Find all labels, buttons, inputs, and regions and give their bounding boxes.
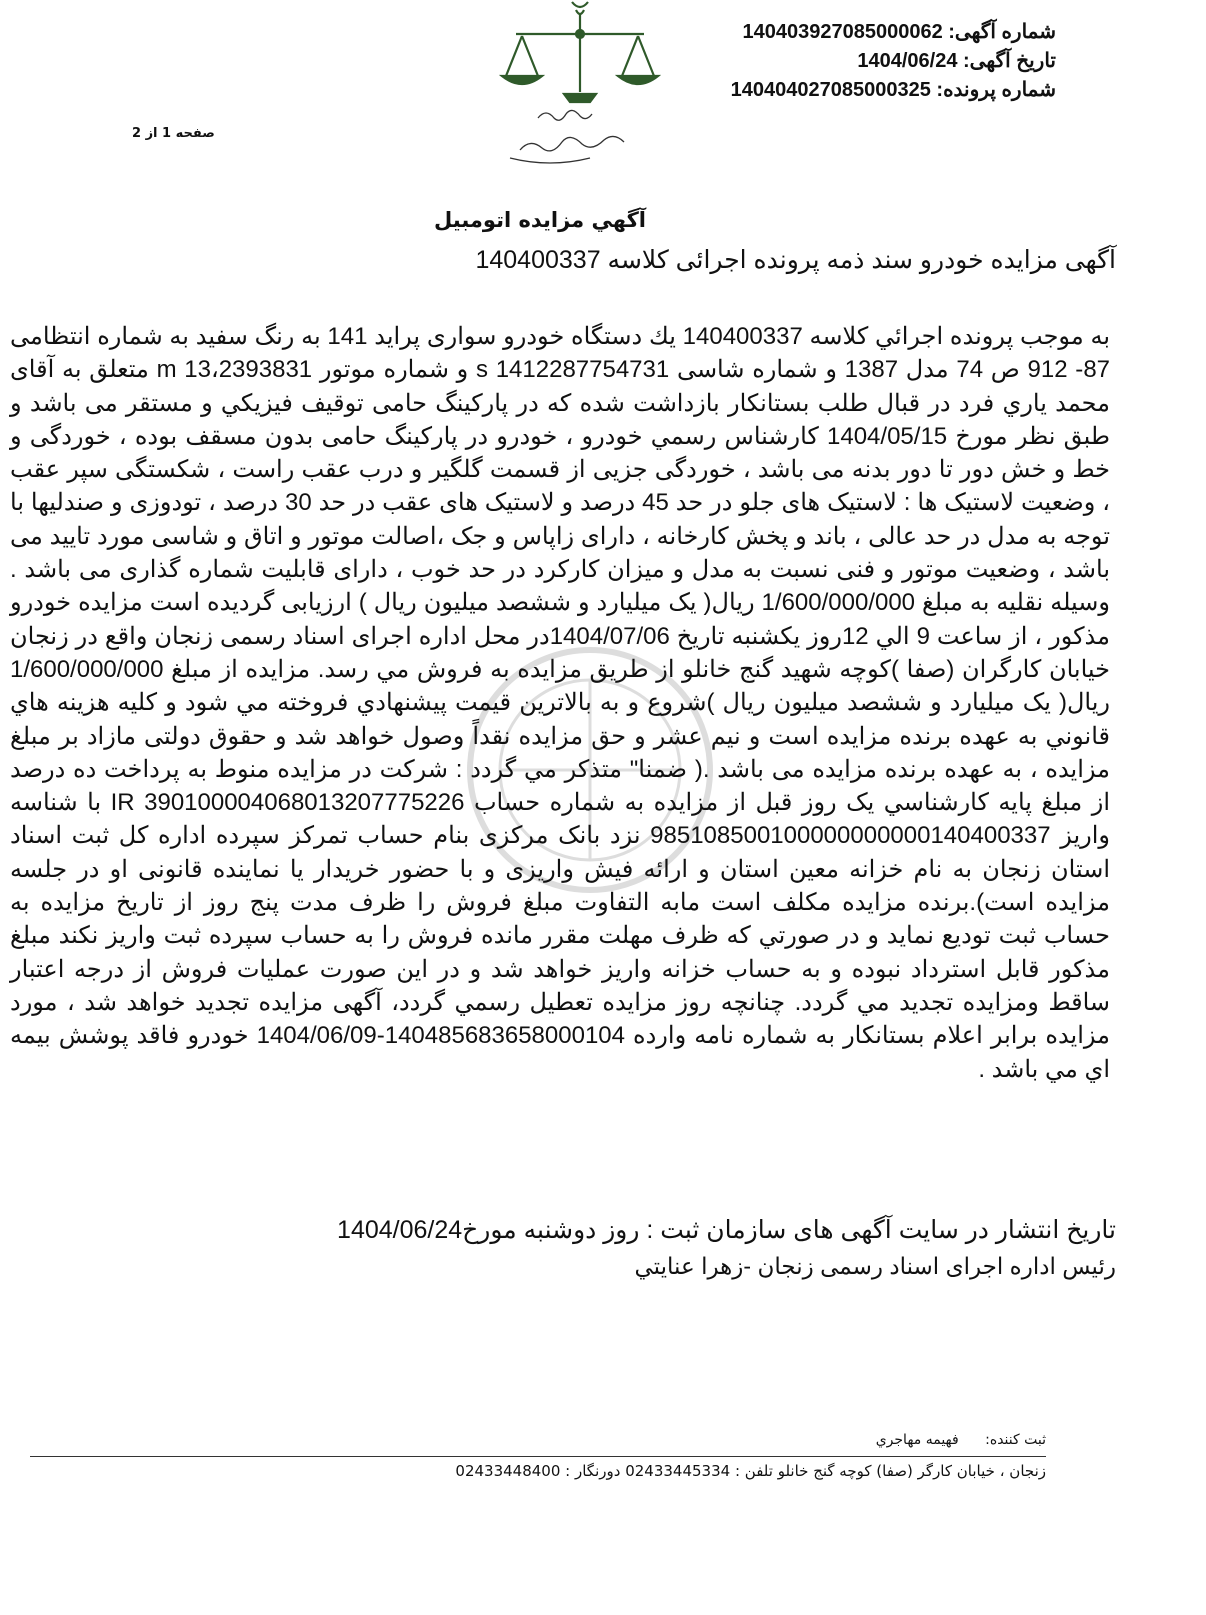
ad-number-row: [731, 18, 1056, 47]
footer-divider: [30, 1456, 1046, 1457]
registrar-label: ثبت کننده:: [985, 1432, 1046, 1448]
signatory: رئیس اداره اجرای اسناد رسمی زنجان -زهرا عنایتي: [634, 1253, 1116, 1279]
ad-date: 1404/06/24: [857, 50, 958, 72]
registrar-name: فهيمه مهاجري: [875, 1432, 959, 1448]
ad-metadata: [731, 18, 1056, 105]
ad-heading-text: آگهي مزايده اتومبيل: [434, 208, 646, 232]
ad-subtitle: آگهی مزایده خودرو سند ذمه پرونده اجرائی کلاسه 140400337: [475, 246, 1116, 274]
registrar-row: [854, 1432, 1046, 1448]
footer-address: زنجان ، خیابان کارگر (صفا) کوچه گنج خانلو تلفن : 02433445334 دورنگار : 02433448400: [455, 1462, 1046, 1480]
ad-number-label: شماره آگهی:: [948, 21, 1056, 43]
ad-date-label: تاریخ آگهی:: [963, 50, 1056, 72]
file-number: 140404027085000325: [730, 79, 931, 101]
publication-date: تاریخ انتشار در سایت آگهی های سازمان ثبت : روز دوشنبه مورخ1404/06/24: [337, 1216, 1116, 1244]
file-number-label: شماره پرونده:: [936, 79, 1056, 101]
page-indicator: صفحه 1 از 2: [132, 126, 215, 141]
ad-body-text: به موجب پرونده اجرائي كلاسه 140400337 يك دستگاه خودرو سواری پراید 141 به رنگ سفید به شماره انتظامی 87- 912 ص 74 مدل 1387 و شماره شاسی 1412287754731 s و شماره موتور m 13،2393831 متعلق به آقای محمد یاري فرد در قبال طلب بستانکار بازداشت شده که در پارکینگ حامی توقیف فیزیكي و مستقر می باشد و طبق نظر مورخ 1404/05/15 کارشناس رسمي خودرو ، خودرو در پارکینگ حامی بدون مسقف بوده ، خوردگی و خط و خش دور تا دور بدنه می باشد ، خوردگی جزیی از قسمت گلگیر و درب عقب راست ، شکستگی سپر عقب ، وضعیت لاستیک ها : لاستیک های جلو در حد 45 درصد و لاستیک های عقب در حد 30 درصد ، تودوزی و صندلیها با توجه به مدل در حد عالی ، باند و پخش کارخانه ، دارای زاپاس و جک ،اصالت موتور و اتاق و شاسی مورد تایید می باشد ، وضعیت موتور و فنی نسبت به مدل و میزان کارکرد در حد خوب ، دارای قابلیت شماره گذاری می باشد . وسیله نقلیه به مبلغ 1/600/000/000 ریال( یک میلیارد و ششصد میلیون ریال ) ارزیابی گردیده است مزايده خودرو مذكور ، از ساعت 9 الي 12روز يكشنبه تاريخ 1404/07/06در محل اداره اجرای اسناد رسمی زنجان واقع در زنجان خیابان کارگران (صفا )کوچه شهید گنج خانلو از طريق مزايده به فروش مي رسد. مزايده از مبلغ 1/600/000/000 ریال( یک میلیارد و ششصد میلیون ریال )شروع و به بالاترين قيمت پيشنهادي فروخته مي شود و كليه هزينه هاي قانوني به عهده برنده مزايده است و نيم عشر و حق مزايده نقداً وصول خواهد شد و حقوق دولتی مازاد بر مبلغ مزایده ، به عهده برنده مزایده می باشد .( ضمنا" متذكر مي گردد : شرکت در مزایده منوط به پرداخت ده درصد از مبلغ پایه کارشناسي یک روز قبل از مزایده به شماره حساب IR 390100004068013207775226 با شناسه واریز 985108500100000000000140400337 نزد بانک مرکزی بنام حساب تمرکز سپرده اداره کل ثبت اسناد استان زنجان به نام خزانه معین استان و ارائه فیش واریزی و با حضور خریدار یا نماینده قانونی او در جلسه مزایده است).برنده مزايده مكلف است مابه التفاوت مبلغ فروش را ظرف مدت پنج روز از تاريخ مزايده به حساب ثبت توديع نمايد و در صورتي كه ظرف مهلت مقرر مانده فروش را به حساب سپرده ثبت واريز نكند مبلغ مذكور قابل استرداد نبوده و به حساب خزانه واريز خواهد شد و در اين صورت عمليات فروش از درجه اعتبار ساقط ومزايده تجديد مي گردد. چنانچه روز مزايده تعطيل رسمي گردد، آگهی مزایده تجدید خواهد شد ، مورد مزایده برابر اعلام بستانکار به شماره نامه وارده 140485683658000104-1404/06/09 خودرو فاقد پوشش بیمه اي مي باشد .: [10, 323, 1111, 1083]
ad-date-row: [731, 47, 1056, 76]
ad-heading: [0, 208, 1120, 232]
judiciary-scales-emblem-icon: [480, 0, 680, 175]
ad-number: 140403927085000062: [742, 21, 943, 43]
file-number-row: [731, 76, 1056, 105]
